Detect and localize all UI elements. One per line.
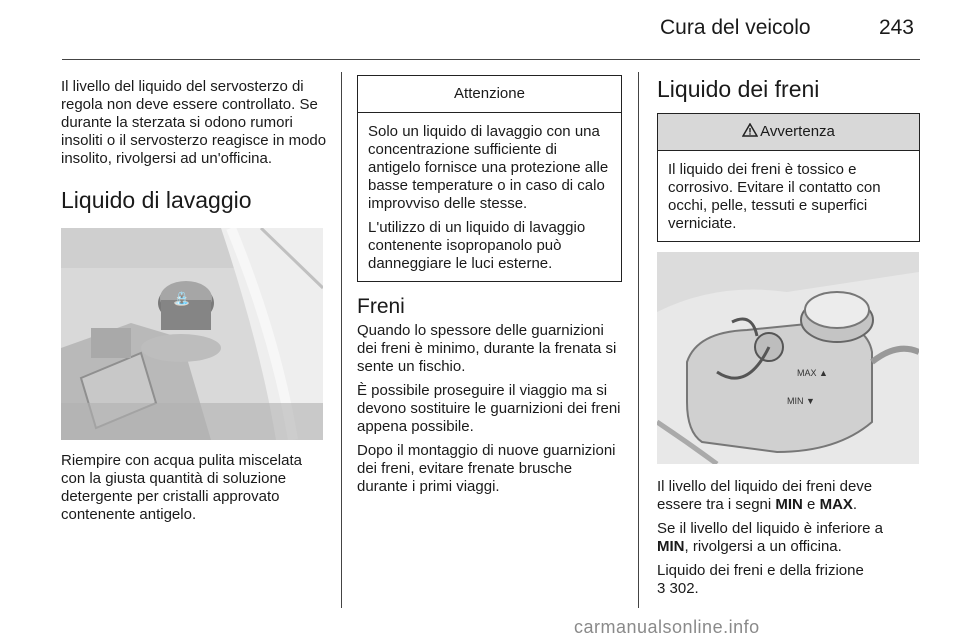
brakes-paragraph-3: Dopo il montaggio di nuove guarnizioni dei freni, evitare frenate brusche durante i primi viaggi. (357, 442, 616, 495)
watermark: carmanualsonline.info (574, 617, 760, 637)
servo-steering-paragraph: Il livello del liquido del servosterzo di regola non deve essere controllato. Se durante la sterzata si odono rumori insoliti o il servosterzo reagisce in modo insolito, rivolgersi ad un'officina. (61, 78, 327, 167)
reference-arrow-icon: 3 (657, 580, 666, 597)
warning-text: Il liquido dei freni è tossico e corrosivo. Evitare il contatto con occhi, pelle, tessuti e superfici verniciate. (668, 161, 881, 232)
brakes-paragraph-1: Quando lo spessore delle guarnizioni dei freni è minimo, durante la frenata si sente un fischio. (357, 322, 617, 375)
attention-box (357, 75, 622, 282)
column-3 (657, 75, 920, 604)
cross-reference[interactable]: Liquido dei freni e della frizione 3 302. (657, 562, 864, 597)
attention-paragraph-2: L'utilizzo di un liquido di lavaggio contenente isopropanolo può danneggiare le luci esterne. (368, 219, 586, 272)
warning-box (657, 113, 920, 242)
attention-paragraph-1: Solo un liquido di lavaggio con una concentrazione sufficiente di antigelo fornisce una protezione alle basse temperature o in caso di calo improvviso delle stesse. (368, 123, 609, 212)
warning-triangle-icon (742, 115, 758, 129)
column-1 (61, 78, 327, 530)
attention-box-heading: Attenzione (358, 76, 621, 113)
column-2 (357, 75, 622, 502)
section-title-brake-fluid: Liquido dei freni (657, 76, 820, 102)
reference-page: 302. (669, 580, 699, 597)
section-title-brakes: Freni (357, 295, 405, 318)
page-number: 243 (878, 16, 914, 39)
brakes-paragraph-2: È possibile proseguire il viaggio ma si devono sostituire le guarnizioni dei freni appena possibile. (357, 382, 621, 435)
below-min-text: Se il livello del liquido è inferiore a MIN, rivolgersi a un officina. (657, 520, 883, 555)
washer-fluid-caption: Riempire con acqua pulita miscelata con la giusta quantità di soluzione detergente per cristalli approvato contenente antigelo. (61, 452, 302, 523)
warning-heading-text: Avvertenza (760, 123, 835, 140)
brake-fluid-reservoir-photo (657, 252, 919, 464)
column-divider-right (638, 72, 639, 608)
column-divider-left (341, 72, 342, 608)
max-mark-label: MAX ▲ (797, 368, 828, 378)
min-mark-label: MIN ▼ (787, 396, 815, 406)
warning-box-heading (658, 114, 919, 151)
svg-text:⛲: ⛲ (173, 292, 191, 308)
section-title-washer-fluid: Liquido di lavaggio (61, 187, 252, 213)
header-title: Cura del veicolo (660, 16, 811, 39)
brake-fluid-level-text: Il livello del liquido dei freni deve essere tra i segni MIN e MAX. (657, 478, 873, 513)
header-rule (62, 59, 920, 60)
washer-fluid-reservoir-photo (61, 228, 323, 440)
